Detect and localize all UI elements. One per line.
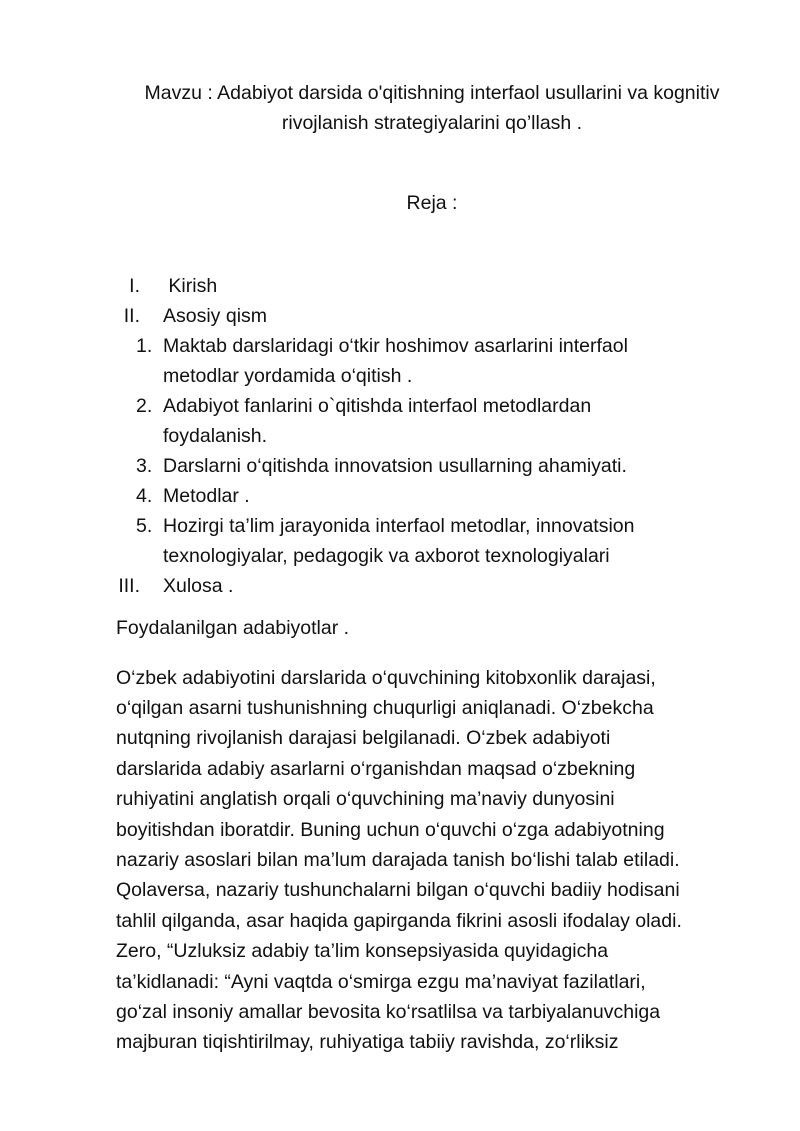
sub-number: 1.	[136, 335, 153, 357]
outline-item-conclusion	[116, 571, 748, 601]
outline-text: Asosiy qism	[163, 305, 268, 327]
sub-line: Metodlar .	[163, 485, 250, 507]
document-title	[108, 0, 756, 138]
body-line: tahlil qilganda, asar haqida gapirganda fikrini asosli ifodalay oladi.	[116, 909, 682, 932]
body-line: boyitishdan iboratdir. Buning uchun o‘quvchi o‘zga adabiyotning	[116, 818, 665, 841]
sub-line: Hozirgi ta’lim jarayonida interfaol metodlar, innovatsion	[163, 515, 635, 537]
outline-number: III.	[118, 575, 140, 597]
plan-outline	[116, 271, 748, 601]
sub-line: Darslarni o‘qitishda innovatsion usullarning ahamiyati.	[163, 455, 627, 477]
title-line: Mavzu : Adabiyot darsida o'qitishning interfaol usullarini va kognitiv	[144, 82, 720, 104]
outline-number: I.	[129, 275, 140, 297]
body-line: nazariy asoslari bilan ma’lum darajada tanish bo‘lishi talab etiladi.	[116, 848, 680, 871]
body-line: Qolaversa, nazariy tushunchalarni bilgan o‘quvchi badiiy hodisani	[116, 879, 680, 902]
sub-line: Maktab darslaridagi o‘tkir hoshimov asarlarini interfaol	[163, 335, 628, 357]
body-line: nutqning rivojlanish darajasi belgilanadi. O‘zbek adabiyoti	[116, 727, 611, 750]
body-line: ruhiyatini anglatish orqali o‘quvchining ma’naviy dunyosini	[116, 788, 615, 811]
sub-line: texnologiyalar, pedagogik va axborot texnologiyalari	[163, 545, 610, 567]
title-line: rivojlanish strategiyalarini qo’llash .	[281, 112, 583, 134]
sub-item-4	[116, 481, 748, 511]
sources-heading: Foydalanilgan adabiyotlar .	[116, 617, 350, 639]
sub-item-3	[116, 451, 748, 481]
sub-item-1	[116, 331, 748, 391]
body-line: Zero, “Uzluksiz adabiy ta’lim konsepsiyasida quyidagicha	[116, 940, 609, 963]
body-line: go‘zal insoniy amallar bevosita ko‘rsatlilsa va tarbiyalanuvchiga	[116, 1000, 661, 1023]
outline-item-introduction	[116, 271, 748, 301]
outline-text: Kirish	[163, 275, 218, 297]
outline-item-main-part	[116, 301, 748, 331]
sub-item-2	[116, 391, 748, 451]
body-line: darslarida adabiy asarlarni o‘rganishdan maqsad o‘zbekning	[116, 757, 636, 780]
sub-line: Adabiyot fanlarini o`qitishda interfaol metodlardan	[163, 395, 592, 417]
sub-line: foydalanish.	[163, 425, 268, 447]
body-paragraph	[116, 663, 748, 1058]
plan-heading: Reja :	[406, 192, 458, 214]
main-part-sublist	[116, 331, 748, 571]
sub-line: metodlar yordamida o‘qitish .	[163, 365, 413, 387]
outline-number: II.	[123, 305, 140, 327]
body-line: o‘qilgan asarni tushunishning chuqurligi aniqlanadi. O‘zbekcha	[116, 696, 654, 719]
sub-number: 4.	[136, 485, 153, 507]
body-line: ta’kidlanadi: “Ayni vaqtda o‘smirga ezgu ma’naviyat fazilatlari,	[116, 970, 646, 993]
outline-text: Xulosa .	[163, 575, 234, 597]
body-line: majburan tiqishtirilmay, ruhiyatiga tabiiy ravishda, zo‘rliksiz	[116, 1031, 619, 1054]
sub-item-5	[116, 511, 748, 571]
sub-number: 3.	[136, 455, 153, 477]
sub-number: 5.	[136, 515, 153, 537]
sub-number: 2.	[136, 395, 153, 417]
body-line: O‘zbek adabiyotini darslarida o‘quvchining kitobxonlik darajasi,	[116, 666, 656, 689]
